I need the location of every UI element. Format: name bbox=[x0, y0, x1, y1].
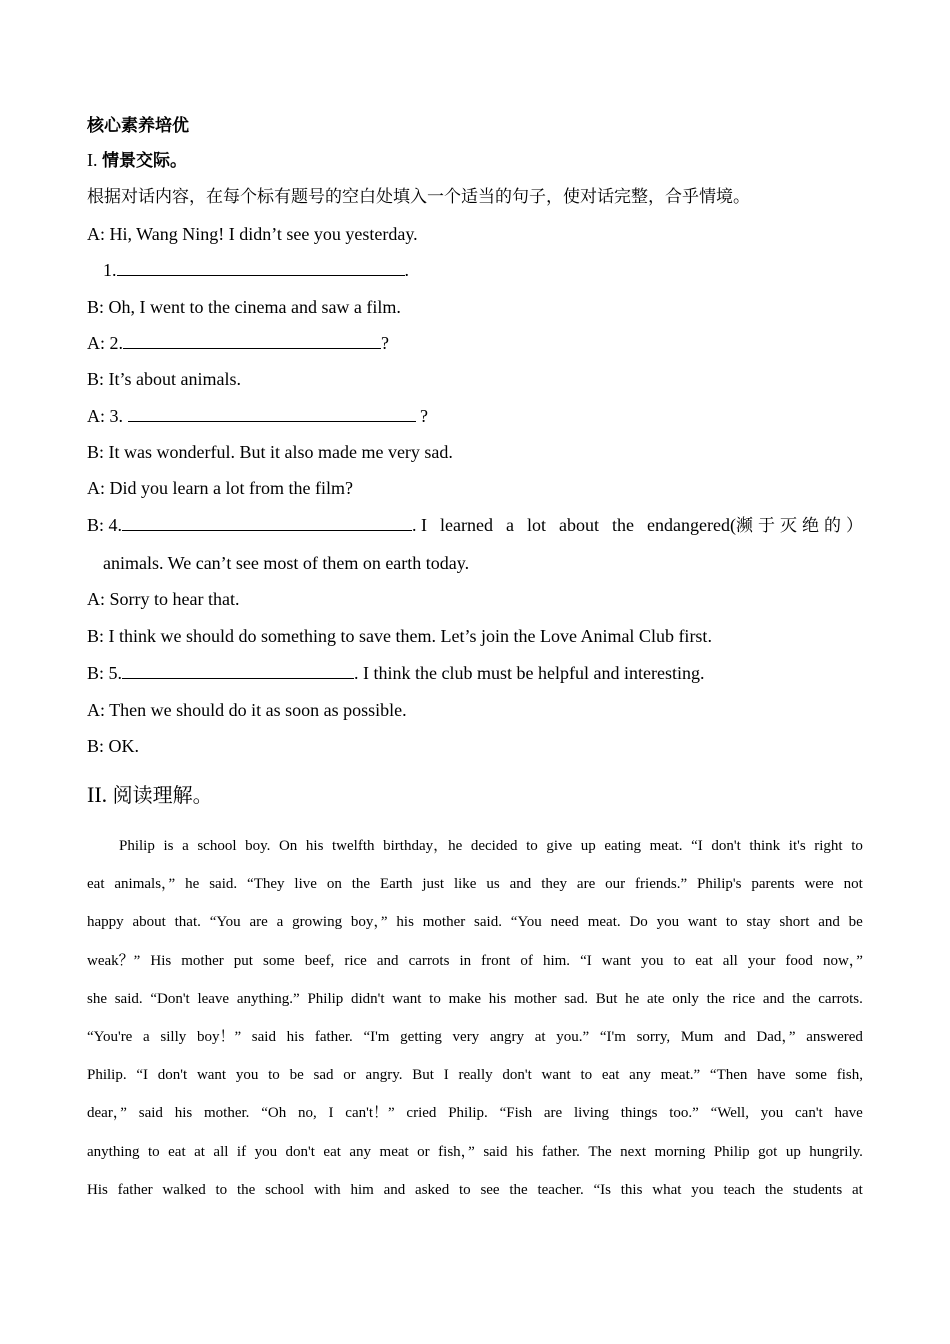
question-punct: . bbox=[404, 260, 409, 280]
section2-heading bbox=[87, 781, 213, 809]
question-2 bbox=[87, 331, 389, 355]
answer-blank-2[interactable] bbox=[123, 331, 381, 349]
question-punct: ? bbox=[420, 406, 428, 426]
dialogue-line: B: It’s about animals. bbox=[87, 369, 241, 389]
sentence-word: . I bbox=[412, 515, 428, 535]
page-title: 核心素养培优 bbox=[87, 116, 189, 136]
question-1 bbox=[103, 258, 409, 282]
dialogue-line: A: Hi, Wang Ning! I didn’t see you yesterday. bbox=[87, 224, 418, 244]
question-prefix: A: 3. bbox=[87, 406, 123, 426]
section1-instruction: 根据对话内容，在每个标有题号的空白处填入一个适当的句子，使对话完整，合乎情境。 bbox=[87, 187, 750, 207]
section1-title: 情景交际。 bbox=[102, 151, 187, 171]
sentence-word: ） bbox=[845, 516, 863, 536]
passage-line: His father walked to the school with him and asked to see the teacher. “Is this what you teach the students at bbox=[87, 1181, 863, 1198]
passage-line: Philip is a school boy. On his twelfth birthday，he decided to give up eating meat. “I don't think it's right to bbox=[119, 838, 863, 854]
answer-blank-4[interactable] bbox=[122, 513, 412, 531]
answer-blank-1[interactable] bbox=[117, 258, 405, 276]
section1-heading bbox=[87, 148, 187, 173]
section1-numeral: I. bbox=[87, 150, 98, 170]
question-3 bbox=[87, 404, 428, 428]
question-prefix: B: 4. bbox=[87, 515, 123, 535]
passage-line: Philip. “I don't want you to be sad or angry. But I really don't want to eat any meat.” “Then have some fish, bbox=[87, 1067, 863, 1084]
dialogue-line: B: I think we should do something to save them. Let’s join the Love Animal Club first. bbox=[87, 626, 712, 646]
passage-line: anything to eat at all if you don't eat any meat or fish，” said his father. The next morning Philip got up hungrily. bbox=[87, 1143, 863, 1160]
section2-numeral: II. bbox=[87, 782, 108, 807]
sentence-word: learned bbox=[440, 515, 493, 535]
question-number: 1. bbox=[103, 260, 117, 280]
question-prefix: B: 5. bbox=[87, 663, 123, 683]
sentence-word: the bbox=[612, 515, 634, 535]
passage-line: she said. “Don't leave anything.” Philip didn't want to make his mother sad. But he ate only the rice and the carrots. bbox=[87, 990, 863, 1007]
passage-line: “You're a silly boy！” said his father. “I'm getting very angry at you.” “I'm sorry, Mum and Dad，” answered bbox=[87, 1029, 863, 1045]
dialogue-line: A: Sorry to hear that. bbox=[87, 589, 240, 609]
sentence-word: lot bbox=[526, 515, 546, 535]
passage-line: weak？” His mother put some beef, rice and carrots in front of him. “I want you to eat all your food now，” bbox=[87, 952, 863, 969]
section2-title: 阅读理解。 bbox=[112, 783, 213, 807]
answer-blank-5[interactable] bbox=[122, 661, 354, 679]
question-suffix: . I think the club must be helpful and interesting. bbox=[354, 663, 705, 683]
question-5 bbox=[87, 661, 704, 685]
dialogue-line: A: Then we should do it as soon as possible. bbox=[87, 700, 407, 720]
passage-line: dear，” said his mother. “Oh no, I can't！” cried Philip. “Fish are living things too.” “Well, you can't have bbox=[87, 1105, 863, 1122]
answer-blank-3[interactable] bbox=[128, 404, 416, 422]
chinese-gloss: 濒于灭绝的 bbox=[735, 516, 846, 536]
question-4 bbox=[87, 513, 863, 538]
question-prefix: A: 2. bbox=[87, 333, 123, 353]
passage-line: eat animals，” he said. “They live on the Earth just like us and they are our friends.” Philip's parents were not bbox=[87, 876, 863, 893]
sentence-word: endangered( bbox=[647, 515, 736, 535]
sentence-word: a bbox=[505, 515, 514, 535]
dialogue-line: B: Oh, I went to the cinema and saw a film. bbox=[87, 297, 401, 317]
question-punct: ? bbox=[381, 333, 389, 353]
dialogue-line: A: Did you learn a lot from the film? bbox=[87, 478, 353, 498]
sentence-word: about bbox=[559, 515, 599, 535]
dialogue-line: B: It was wonderful. But it also made me very sad. bbox=[87, 442, 453, 462]
passage-line: happy about that. “You are a growing boy，” his mother said. “You need meat. Do you want to stay short and be bbox=[87, 914, 863, 931]
dialogue-line-continued: animals. We can’t see most of them on earth today. bbox=[103, 553, 470, 573]
dialogue-line: B: OK. bbox=[87, 736, 140, 756]
